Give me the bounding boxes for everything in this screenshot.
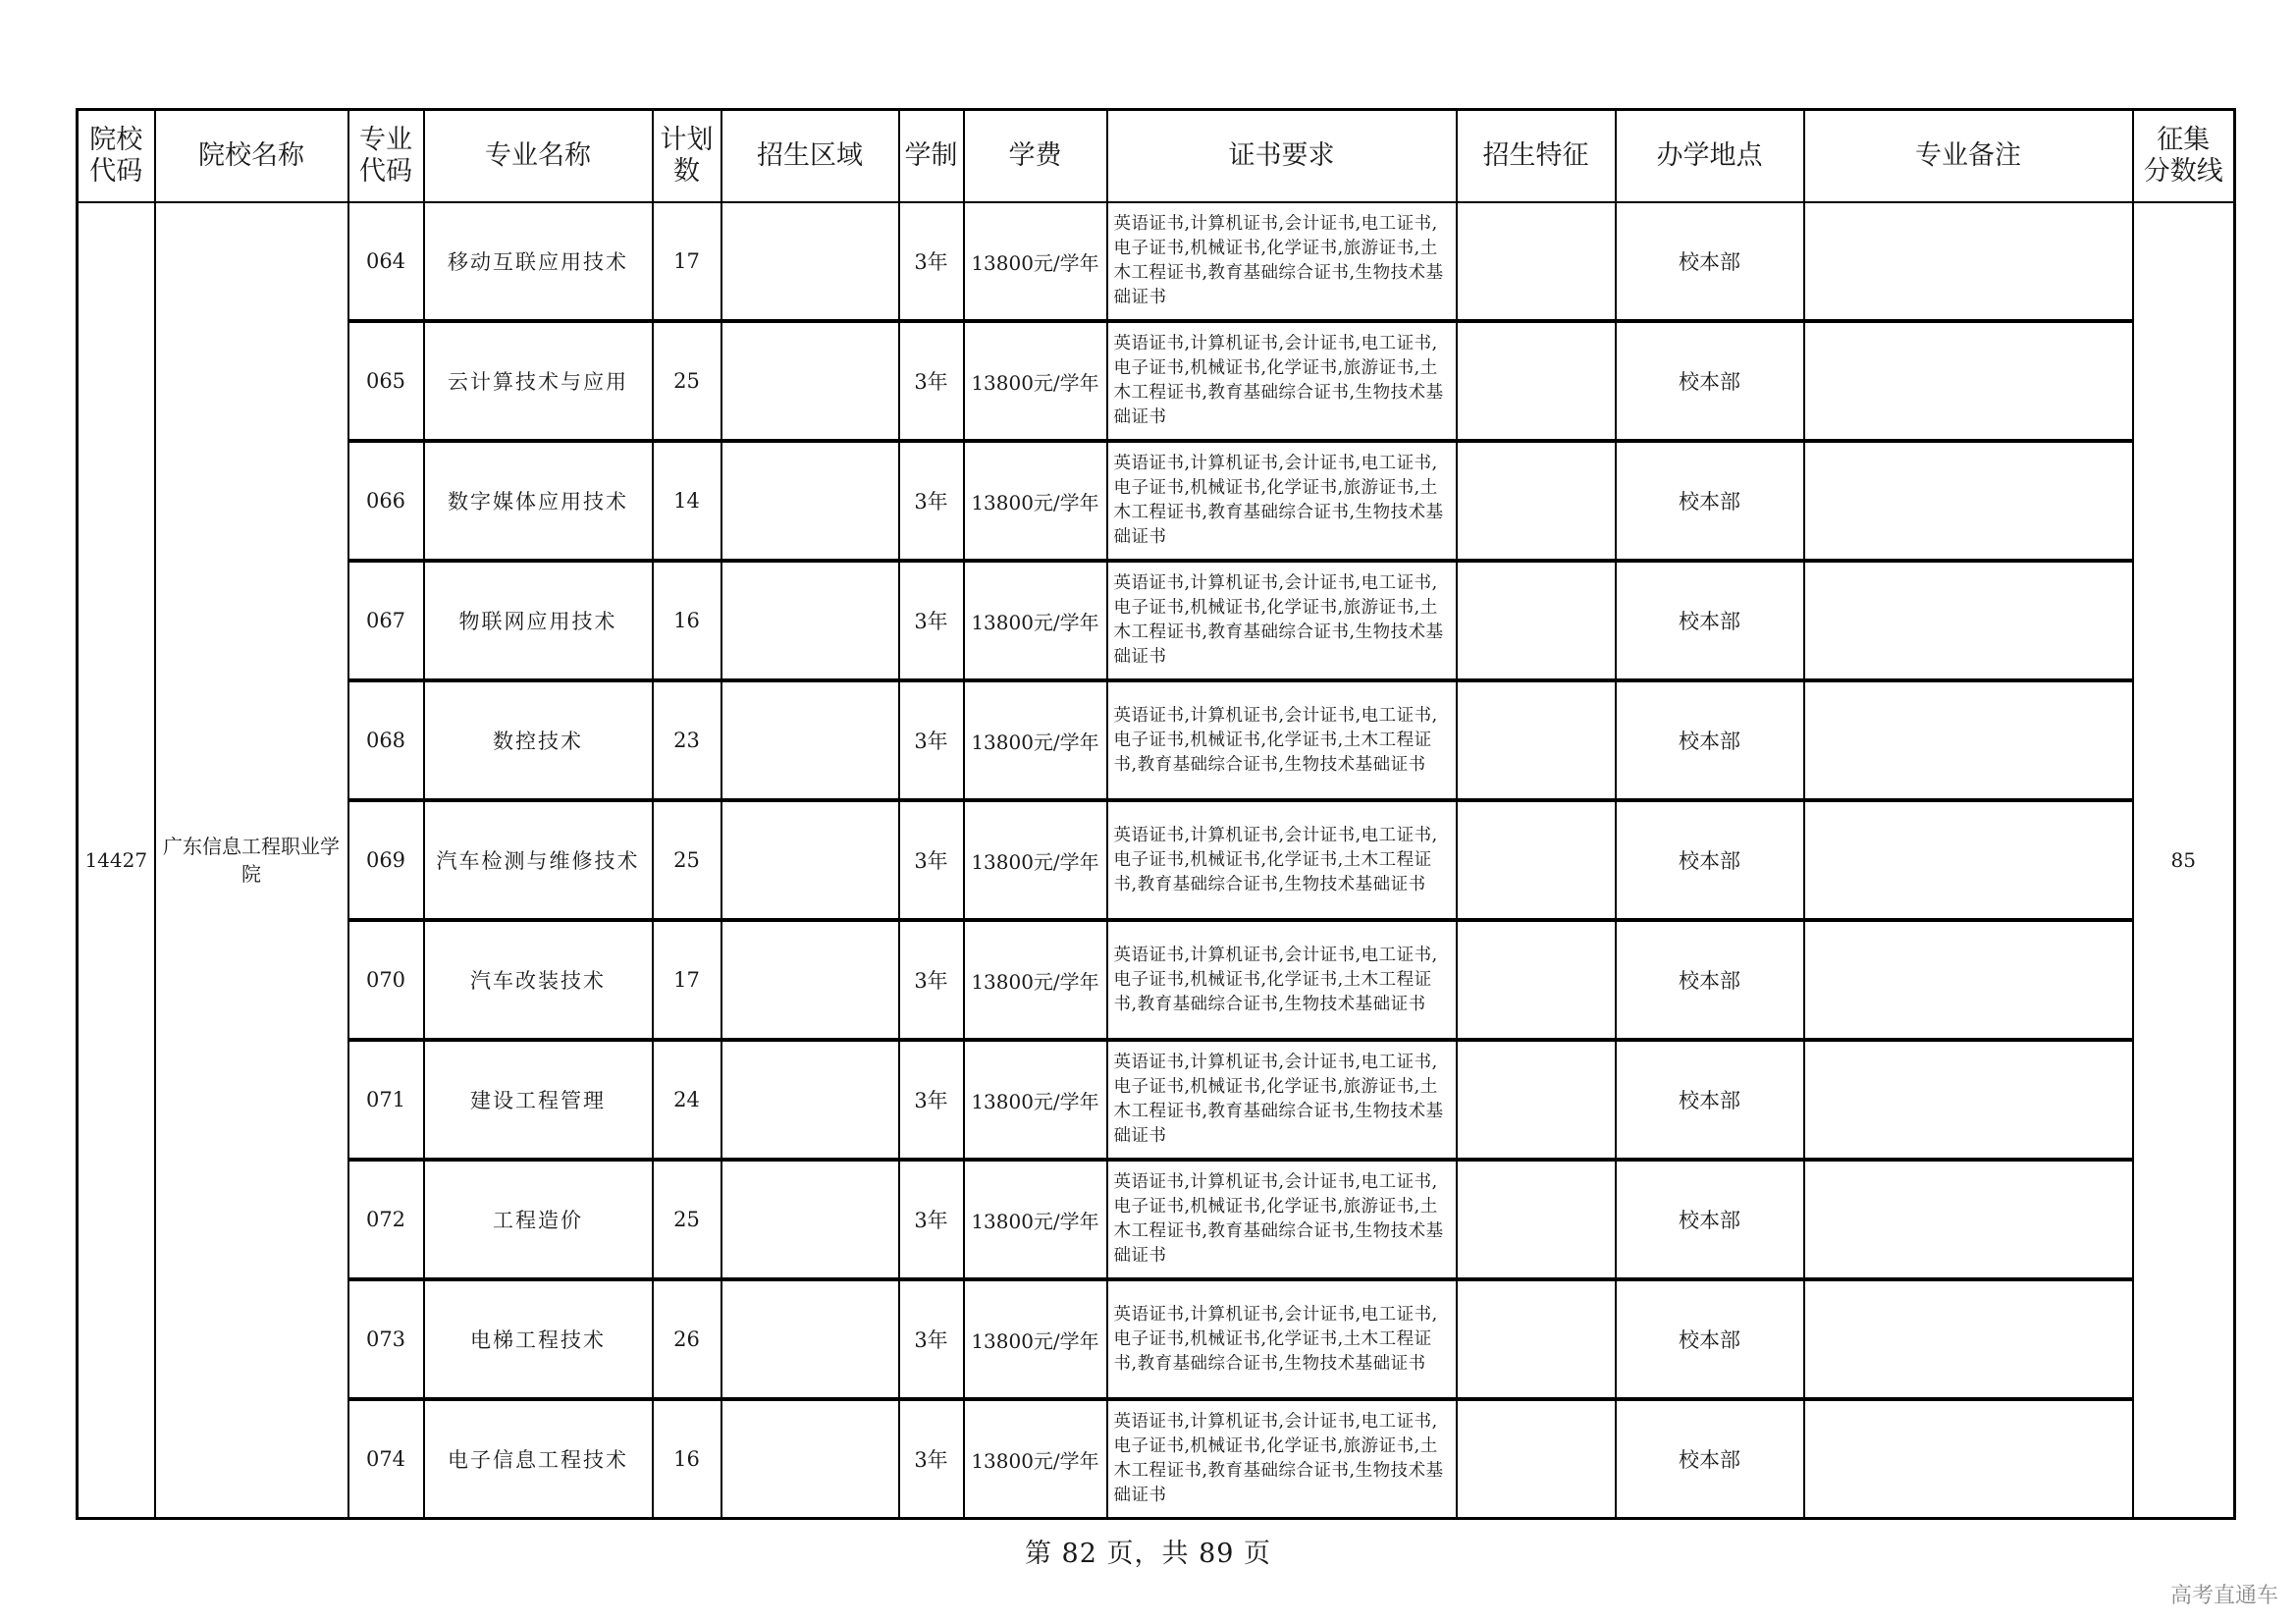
- tuition-fee: 13800元/学年: [964, 441, 1107, 561]
- header-major-code: 专业 代码: [348, 110, 424, 203]
- major-code: 064: [348, 202, 424, 321]
- watermark-logo-text: 高考直通车: [2169, 1584, 2278, 1608]
- plan-count: 23: [653, 680, 721, 800]
- admission-feature: [1457, 1279, 1616, 1399]
- page-number: 第 82 页，共 89 页: [1024, 1539, 1272, 1569]
- admission-feature: [1457, 561, 1616, 680]
- study-duration: 3年: [899, 800, 964, 920]
- major-remark: [1804, 800, 2133, 920]
- major-name: 物联网应用技术: [424, 561, 653, 680]
- admission-feature: [1457, 1160, 1616, 1279]
- header-duration: 学制: [899, 110, 964, 203]
- study-duration: 3年: [899, 1279, 964, 1399]
- header-school-name: 院校名称: [155, 110, 348, 203]
- admission-region: [721, 321, 899, 441]
- admission-region: [721, 1160, 899, 1279]
- admission-feature: [1457, 202, 1616, 321]
- certificate-requirement: 英语证书,计算机证书,会计证书,电工证书,电子证书,机械证书,化学证书,土木工程证书,教育基础综合证书,生物技术基础证书: [1107, 800, 1457, 920]
- plan-count: 25: [653, 321, 721, 441]
- admission-region: [721, 441, 899, 561]
- major-code: 065: [348, 321, 424, 441]
- study-duration: 3年: [899, 561, 964, 680]
- study-duration: 3年: [899, 1040, 964, 1160]
- major-code: 071: [348, 1040, 424, 1160]
- major-name: 云计算技术与应用: [424, 321, 653, 441]
- table-row: [78, 441, 2235, 561]
- certificate-requirement: 英语证书,计算机证书,会计证书,电工证书,电子证书,机械证书,化学证书,旅游证书,土木工程证书,教育基础综合证书,生物技术基础证书: [1107, 1040, 1457, 1160]
- admission-feature: [1457, 321, 1616, 441]
- major-code: 069: [348, 800, 424, 920]
- major-code: 066: [348, 441, 424, 561]
- plan-count: 25: [653, 1160, 721, 1279]
- study-duration: 3年: [899, 1160, 964, 1279]
- certificate-requirement: 英语证书,计算机证书,会计证书,电工证书,电子证书,机械证书,化学证书,土木工程证书,教育基础综合证书,生物技术基础证书: [1107, 1279, 1457, 1399]
- table-row: [78, 202, 2235, 321]
- major-code: 070: [348, 920, 424, 1040]
- header-major-name: 专业名称: [424, 110, 653, 203]
- major-remark: [1804, 1279, 2133, 1399]
- study-duration: 3年: [899, 321, 964, 441]
- plan-count: 17: [653, 920, 721, 1040]
- table-header-row: [78, 110, 2235, 203]
- admission-region: [721, 1040, 899, 1160]
- major-name: 数字媒体应用技术: [424, 441, 653, 561]
- major-name: 移动互联应用技术: [424, 202, 653, 321]
- major-remark: [1804, 1040, 2133, 1160]
- major-remark: [1804, 561, 2133, 680]
- major-name: 电子信息工程技术: [424, 1399, 653, 1519]
- header-feature: 招生特征: [1457, 110, 1616, 203]
- tuition-fee: 13800元/学年: [964, 1279, 1107, 1399]
- admission-region: [721, 800, 899, 920]
- score-line: 85: [2133, 202, 2235, 1519]
- admission-feature: [1457, 441, 1616, 561]
- admission-feature: [1457, 1040, 1616, 1160]
- plan-count: 14: [653, 441, 721, 561]
- campus-location: 校本部: [1616, 561, 1804, 680]
- campus-location: 校本部: [1616, 1040, 1804, 1160]
- study-duration: 3年: [899, 202, 964, 321]
- admission-feature: [1457, 680, 1616, 800]
- header-fee: 学费: [964, 110, 1107, 203]
- major-remark: [1804, 441, 2133, 561]
- school-code: 14427: [78, 202, 155, 1519]
- table-row: [78, 1160, 2235, 1279]
- certificate-requirement: 英语证书,计算机证书,会计证书,电工证书,电子证书,机械证书,化学证书,旅游证书,土木工程证书,教育基础综合证书,生物技术基础证书: [1107, 441, 1457, 561]
- major-remark: [1804, 321, 2133, 441]
- major-remark: [1804, 202, 2133, 321]
- table-row: [78, 561, 2235, 680]
- admission-region: [721, 561, 899, 680]
- major-remark: [1804, 1160, 2133, 1279]
- study-duration: 3年: [899, 920, 964, 1040]
- header-region: 招生区域: [721, 110, 899, 203]
- plan-count: 25: [653, 800, 721, 920]
- header-certificate: 证书要求: [1107, 110, 1457, 203]
- admission-feature: [1457, 1399, 1616, 1519]
- campus-location: 校本部: [1616, 321, 1804, 441]
- tuition-fee: 13800元/学年: [964, 202, 1107, 321]
- certificate-requirement: 英语证书,计算机证书,会计证书,电工证书,电子证书,机械证书,化学证书,旅游证书,土木工程证书,教育基础综合证书,生物技术基础证书: [1107, 202, 1457, 321]
- admission-region: [721, 920, 899, 1040]
- major-name: 电梯工程技术: [424, 1279, 653, 1399]
- table-body: [78, 202, 2235, 1519]
- table-row: [78, 1040, 2235, 1160]
- admission-region: [721, 680, 899, 800]
- admissions-table: [76, 108, 2236, 1520]
- certificate-requirement: 英语证书,计算机证书,会计证书,电工证书,电子证书,机械证书,化学证书,旅游证书,土木工程证书,教育基础综合证书,生物技术基础证书: [1107, 1160, 1457, 1279]
- tuition-fee: 13800元/学年: [964, 561, 1107, 680]
- header-remark: 专业备注: [1804, 110, 2133, 203]
- plan-count: 17: [653, 202, 721, 321]
- campus-location: 校本部: [1616, 920, 1804, 1040]
- plan-count: 16: [653, 561, 721, 680]
- table-row: [78, 920, 2235, 1040]
- plan-count: 26: [653, 1279, 721, 1399]
- school-name: 广东信息工程职业学院: [155, 202, 348, 1519]
- certificate-requirement: 英语证书,计算机证书,会计证书,电工证书,电子证书,机械证书,化学证书,土木工程证书,教育基础综合证书,生物技术基础证书: [1107, 920, 1457, 1040]
- major-code: 068: [348, 680, 424, 800]
- table-row: [78, 800, 2235, 920]
- tuition-fee: 13800元/学年: [964, 800, 1107, 920]
- tuition-fee: 13800元/学年: [964, 920, 1107, 1040]
- table-row: [78, 1399, 2235, 1519]
- study-duration: 3年: [899, 441, 964, 561]
- campus-location: 校本部: [1616, 680, 1804, 800]
- table-row: [78, 1279, 2235, 1399]
- tuition-fee: 13800元/学年: [964, 1160, 1107, 1279]
- major-name: 建设工程管理: [424, 1040, 653, 1160]
- campus-location: 校本部: [1616, 1160, 1804, 1279]
- tuition-fee: 13800元/学年: [964, 1040, 1107, 1160]
- table-row: [78, 680, 2235, 800]
- tuition-fee: 13800元/学年: [964, 680, 1107, 800]
- admission-feature: [1457, 800, 1616, 920]
- major-name: 汽车检测与维修技术: [424, 800, 653, 920]
- plan-count: 16: [653, 1399, 721, 1519]
- study-duration: 3年: [899, 680, 964, 800]
- admission-region: [721, 1399, 899, 1519]
- header-plan: 计划 数: [653, 110, 721, 203]
- admission-region: [721, 1279, 899, 1399]
- major-name: 汽车改装技术: [424, 920, 653, 1040]
- campus-location: 校本部: [1616, 441, 1804, 561]
- tuition-fee: 13800元/学年: [964, 321, 1107, 441]
- major-code: 074: [348, 1399, 424, 1519]
- major-code: 072: [348, 1160, 424, 1279]
- tuition-fee: 13800元/学年: [964, 1399, 1107, 1519]
- certificate-requirement: 英语证书,计算机证书,会计证书,电工证书,电子证书,机械证书,化学证书,旅游证书,土木工程证书,教育基础综合证书,生物技术基础证书: [1107, 1399, 1457, 1519]
- campus-location: 校本部: [1616, 800, 1804, 920]
- admission-region: [721, 202, 899, 321]
- major-code: 073: [348, 1279, 424, 1399]
- header-score-line: 征集 分数线: [2133, 110, 2235, 203]
- major-remark: [1804, 920, 2133, 1040]
- major-remark: [1804, 680, 2133, 800]
- certificate-requirement: 英语证书,计算机证书,会计证书,电工证书,电子证书,机械证书,化学证书,旅游证书,土木工程证书,教育基础综合证书,生物技术基础证书: [1107, 561, 1457, 680]
- plan-count: 24: [653, 1040, 721, 1160]
- header-location: 办学地点: [1616, 110, 1804, 203]
- campus-location: 校本部: [1616, 1399, 1804, 1519]
- certificate-requirement: 英语证书,计算机证书,会计证书,电工证书,电子证书,机械证书,化学证书,旅游证书,土木工程证书,教育基础综合证书,生物技术基础证书: [1107, 321, 1457, 441]
- study-duration: 3年: [899, 1399, 964, 1519]
- header-school-code: 院校 代码: [78, 110, 155, 203]
- major-code: 067: [348, 561, 424, 680]
- major-name: 数控技术: [424, 680, 653, 800]
- major-remark: [1804, 1399, 2133, 1519]
- campus-location: 校本部: [1616, 202, 1804, 321]
- major-name: 工程造价: [424, 1160, 653, 1279]
- campus-location: 校本部: [1616, 1279, 1804, 1399]
- table-row: [78, 321, 2235, 441]
- certificate-requirement: 英语证书,计算机证书,会计证书,电工证书,电子证书,机械证书,化学证书,土木工程证书,教育基础综合证书,生物技术基础证书: [1107, 680, 1457, 800]
- admission-feature: [1457, 920, 1616, 1040]
